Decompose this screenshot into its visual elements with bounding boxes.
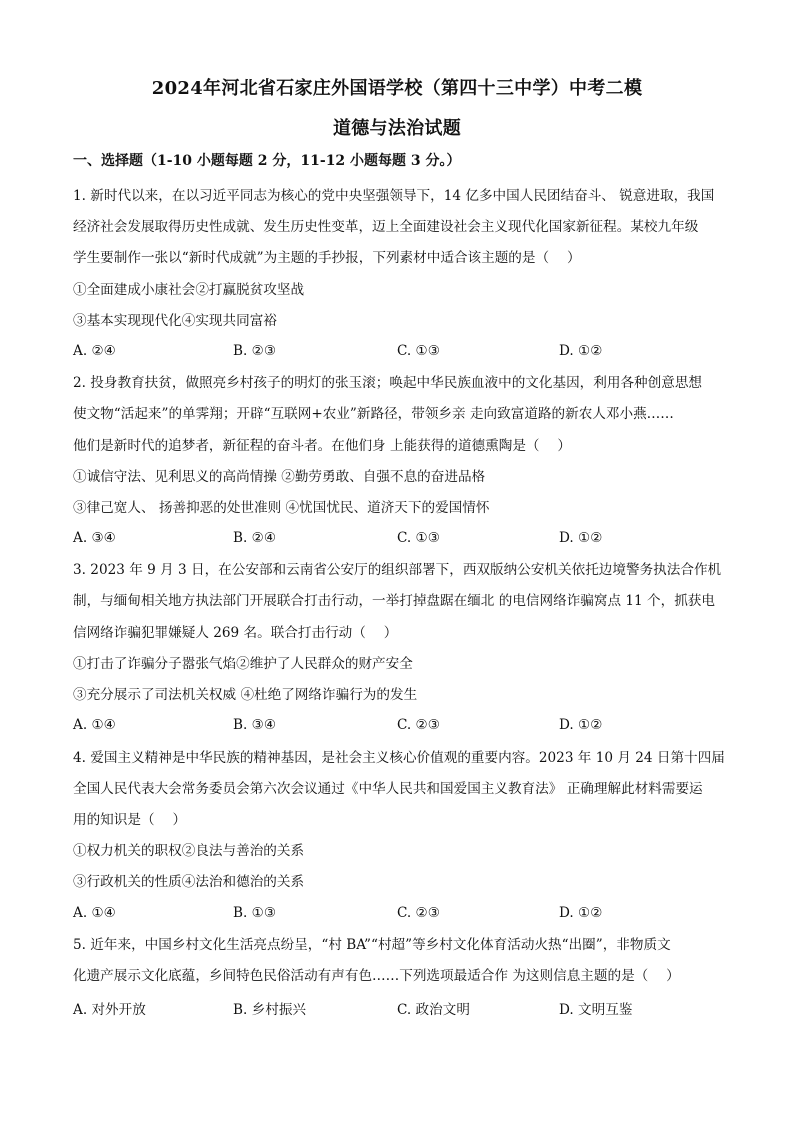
question-3-item-2: ③充分展示了司法机关权威 ④杜绝了网络诈骗行为的发生 [73,687,418,703]
option-c: C. 政治文明 [397,1002,470,1018]
question-3-line-2: 制，与缅甸相关地方执法部门开展联合打击行动，一举打掉盘踞在缅北 的电信网络诈骗窝点 11 个，抓获电 [73,593,715,609]
question-1-item-2: ③基本实现现代化④实现共同富裕 [73,313,277,329]
option-b: B. ②④ [233,530,277,546]
question-3-line-3: 信网络诈骗犯罪嫌疑人 269 名。联合打击行动（ ） [73,625,398,641]
question-5-options [73,998,725,1016]
option-c: C. ①③ [397,530,440,546]
question-4-options [73,905,725,923]
option-d: D. 文明互鉴 [559,1002,633,1018]
option-d: D. ①② [559,905,603,921]
question-3-line-1: 3. 2023 年 9 月 3 日，在公安部和云南省公安厅的组织部署下，西双版纳公安机关依托边境警务执法合作机 [73,562,722,578]
page-title: 2024年河北省石家庄外国语学校（第四十三中学）中考二模 [151,78,643,99]
question-1-line-2: 经济社会发展取得历史性成就、发生历史性变革，迈上全面建设社会主义现代化国家新征程。某校九年级 [73,219,699,235]
option-b: B. 乡村振兴 [233,1002,307,1018]
question-3-item-1: ①打击了诈骗分子嚣张气焰②维护了人民群众的财产安全 [73,656,413,672]
option-b: B. ③④ [233,717,277,733]
option-a: A. ②④ [73,343,116,359]
question-2-line-2: 使文物“活起来”的单霁翔；开辟“互联网+农业”新路径，带领乡亲 走向致富道路的新农人邓小燕…… [73,406,674,422]
question-1-options [73,343,725,361]
question-5-line-1: 5. 近年来，中国乡村文化生活亮点纷呈，“村 BA”“村超”等乡村文化体育活动火热“出圈”，非物质文 [73,937,671,953]
question-4-item-2: ③行政机关的性质④法治和德治的关系 [73,874,305,890]
question-3-options [73,717,725,735]
question-2-line-1: 2. 投身教育扶贫，做照亮乡村孩子的明灯的张玉滚；唤起中华民族血液中的文化基因，利用各种创意思想 [73,375,703,391]
question-1-line-3: 学生要制作一张以“新时代成就”为主题的手抄报，下列素材中适合该主题的是（ ） [73,250,581,266]
question-4-line-2: 全国人民代表大会常务委员会第六次会议通过《中华人民共和国爱国主义教育法》 正确理解此材料需要运 [73,781,703,797]
option-a: A. ①④ [73,905,116,921]
question-5-line-2: 化遗产展示文化底蕴，乡间特色民俗活动有声有色……下列选项最适合作 为这则信息主题的是（ ） [73,968,680,984]
option-a: A. ①④ [73,717,116,733]
question-1-line-1: 1. 新时代以来，在以习近平同志为核心的党中央坚强领导下，14 亿多中国人民团结奋斗、 锐意进取，我国 [73,188,715,204]
question-4-item-1: ①权力机关的职权②良法与善治的关系 [73,843,305,859]
question-2-options [73,530,725,548]
option-c: C. ②③ [397,717,440,733]
option-d: D. ①② [559,530,603,546]
question-2-item-1: ①诚信守法、见利思义的高尚情操 ②勤劳勇敢、自强不息的奋进品格 [73,469,486,485]
question-4-line-3: 用的知识是（ ） [73,812,187,828]
question-2-item-2: ③律己宽人、 扬善抑恶的处世准则 ④忧国忧民、道济天下的爱国情怀 [73,500,490,516]
option-d: D. ①② [559,343,603,359]
option-c: C. ①③ [397,343,440,359]
option-b: B. ①③ [233,905,277,921]
question-4-line-1: 4. 爱国主义精神是中华民族的精神基因，是社会主义核心价值观的重要内容。2023 年 10 月 24 日第十四届 [73,750,725,766]
question-1-item-1: ①全面建成小康社会②打赢脱贫攻坚战 [73,282,305,298]
page-subtitle: 道德与法治试题 [332,118,462,139]
option-a: A. ③④ [73,530,116,546]
option-c: C. ②③ [397,905,440,921]
question-2-line-3: 他们是新时代的追梦者，新征程的奋斗者。在他们身 上能获得的道德熏陶是（ ） [73,438,572,454]
section-heading: 一、选择题（1-10 小题每题 2 分，11-12 小题每题 3 分。） [73,153,461,169]
option-a: A. 对外开放 [73,1002,146,1018]
option-b: B. ②③ [233,343,277,359]
option-d: D. ①② [559,717,603,733]
